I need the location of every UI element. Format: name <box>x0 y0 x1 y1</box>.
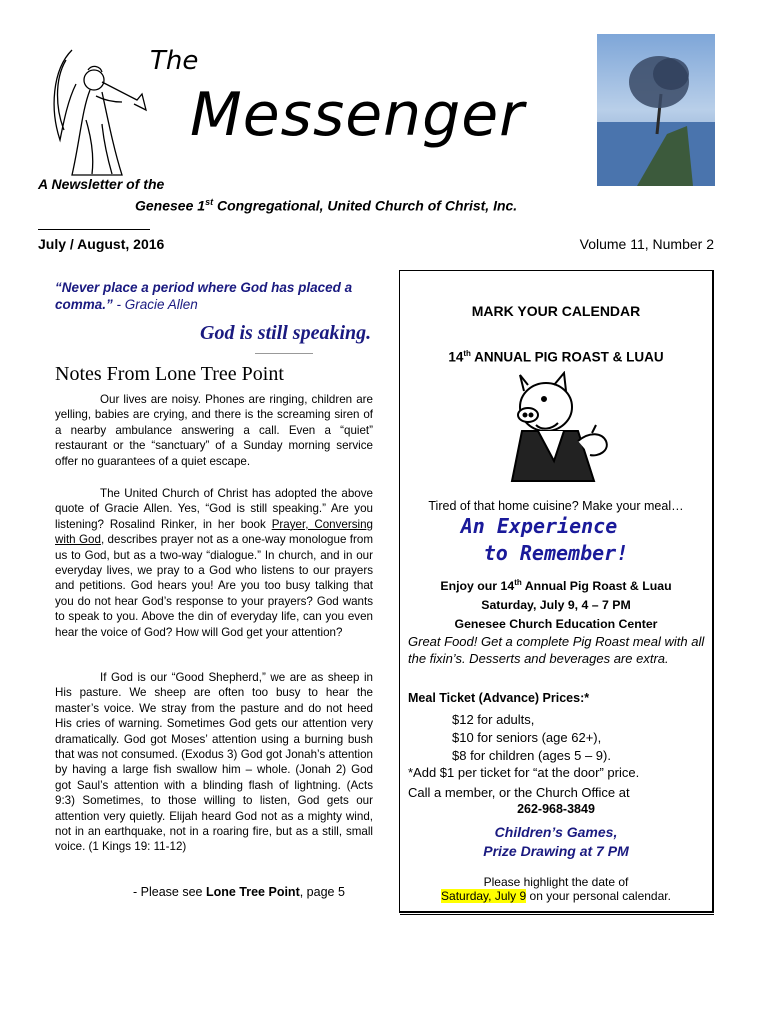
highlighted-date: Saturday, July 9 <box>441 889 527 903</box>
childrens-games <box>400 823 712 861</box>
event-title-post: Annual Pig Roast & Luau <box>521 579 672 594</box>
masthead-rule <box>38 229 150 230</box>
price-seniors: $10 for seniors (age 62+), <box>452 730 602 745</box>
continued-post: , page 5 <box>299 885 345 899</box>
masthead-the: The <box>150 46 199 76</box>
paragraph-2-text-a: The United Church of Christ has adopted the above quote of Gracie Allen. Yes, “God is still speaking.” Are you listening? Rosalind Rinker, in her book <box>55 487 373 531</box>
issue-date: July / August, 2016 <box>38 236 165 252</box>
quote-text: “Never place a period where God has placed a comma.” <box>55 280 353 312</box>
lone-tree-photo <box>597 34 715 186</box>
tired-of-cuisine: Tired of that home cuisine? Make your meal… <box>428 499 684 513</box>
experience-line1: An Experience <box>460 514 618 538</box>
event-details <box>400 573 712 634</box>
office-phone[interactable]: 262-968-3849 <box>517 802 595 816</box>
highlight-line2 <box>400 889 712 903</box>
paragraph-3-text: If God is our “Good Shepherd,” we are as sheep in His pasture. We sheep are often too busy to hear the master’s voice. We stray from the pasture and do not heed His cries of warning. Sometimes God gets our attention very dramatically. God got Moses’ attention using a burning bush that was not consumed. (Exodus 3) God got Jonah’s attention by having a large fish swallow him – whole. (Jonah 2) God got Saul’s attention with a blinding flash of lightning. (Acts 9:3) Sometimes, to those willing to listen, God gets our attention very quietly. Elijah heard God not as a mighty wind, not in an earthquake, not in a roaring fire, but as a still, small voice. (1 Kings 19: 11-12) <box>55 671 373 854</box>
book-title: Prayer, Conversing with God <box>55 517 373 547</box>
roast-number: 14 <box>448 349 464 365</box>
pig-roast-heading <box>400 349 712 365</box>
masthead-title: Messenger <box>190 80 525 150</box>
at-door-note: *Add $1 per ticket for “at the door” price. <box>408 765 640 780</box>
event-location: Genesee Church Education Center <box>454 617 658 632</box>
issue-volume: Volume 11, Number 2 <box>579 236 714 252</box>
article-paragraph-2 <box>55 486 373 640</box>
roast-sup: th <box>463 349 471 358</box>
experience-headline <box>400 513 712 567</box>
pig-chef-clipart <box>498 371 616 483</box>
angel-trumpet-illustration <box>42 40 152 180</box>
highlight-line2-rest: on your personal calendar. <box>526 889 671 903</box>
mark-calendar-heading: MARK YOUR CALENDAR <box>471 303 641 319</box>
calendar-underline <box>400 914 714 915</box>
subtitle-sup: st <box>205 197 214 207</box>
event-title-sup: th <box>514 578 522 587</box>
price-children: $8 for children (ages 5 – 9). <box>452 748 611 763</box>
paragraph-1-text: Our lives are noisy. Phones are ringing, children are yelling, babies are crying, and there is the screaming siren of a nearby ambulance answering a call. Even a “quiet” restaurant or the “sanctuary” of a Sunday morning service offer no guarantees of a quiet escape. <box>55 393 373 468</box>
subtitle-pre: Genesee 1 <box>135 197 206 214</box>
notes-heading: Notes From Lone Tree Point <box>55 363 284 385</box>
article-paragraph-3 <box>55 670 373 855</box>
subtitle-line2 <box>135 197 517 214</box>
event-title <box>400 573 712 596</box>
still-speaking-slogan: God is still speaking. <box>200 322 372 344</box>
great-food-text: Great Food! Get a complete Pig Roast meal with all the fixin’s. Desserts and beverages are extra. <box>408 634 705 666</box>
paragraph-2-text-b: , describes prayer not as a one-way monologue from us to God, but as a two-way “dialogue.” In church, and in our everyday lives, we pray to a God who listens to our prayers and petitions. God hears you! Are you too busy talking that you do not hear God’s response to your prayers? God wants to speak to you. Above the din of everyday life, can you even hear the voice of God? How will God get your attention? <box>55 533 373 639</box>
calendar-box <box>399 270 714 913</box>
continued-note <box>133 885 345 899</box>
quote-attribution: - Gracie Allen <box>112 297 198 312</box>
price-adults: $12 for adults, <box>452 712 535 727</box>
slogan-rule <box>255 353 313 354</box>
highlight-line1: Please highlight the date of <box>483 875 629 889</box>
highlight-note <box>400 875 712 903</box>
continued-pre: - Please see <box>133 885 206 899</box>
article-paragraph-1 <box>55 392 373 469</box>
roast-rest: ANNUAL PIG ROAST & LUAU <box>470 349 664 365</box>
subtitle-line1: A Newsletter of the <box>38 176 165 192</box>
games-line2: Prize Drawing at 7 PM <box>483 843 629 859</box>
meal-ticket-heading: Meal Ticket (Advance) Prices:* <box>408 691 590 705</box>
subtitle-post: Congregational, United Church of Christ, Inc. <box>213 197 518 214</box>
games-line1: Children’s Games, <box>494 824 618 840</box>
gracie-allen-quote <box>55 279 370 313</box>
call-office-text: Call a member, or the Church Office at <box>408 785 630 800</box>
event-date: Saturday, July 9, 4 – 7 PM <box>481 598 631 613</box>
event-title-pre: Enjoy our 14 <box>440 579 515 594</box>
continued-link[interactable]: Lone Tree Point <box>205 885 300 899</box>
experience-line2: to Remember! <box>483 541 629 565</box>
